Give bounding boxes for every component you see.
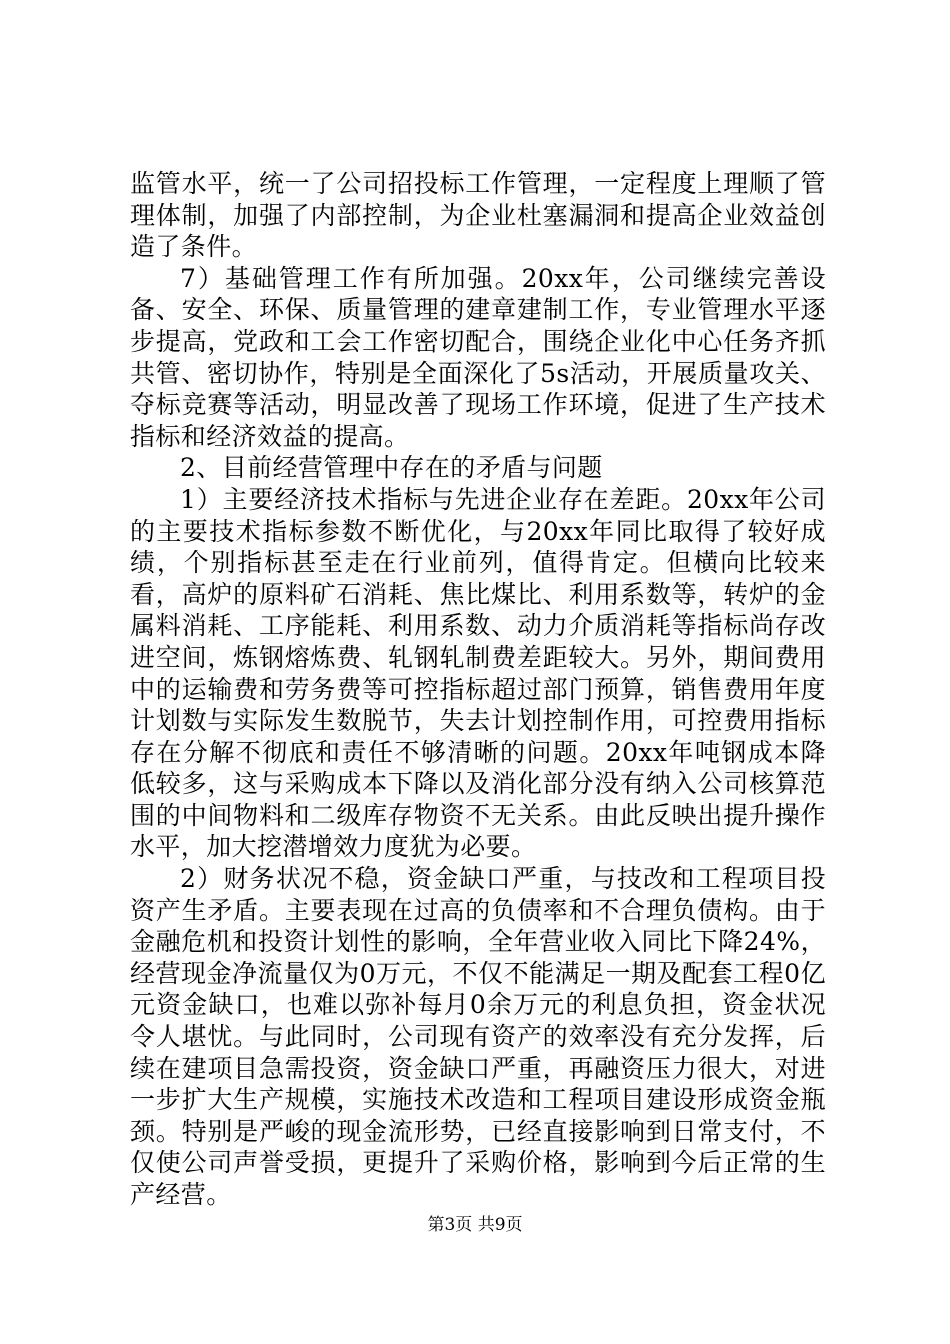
page-footer bbox=[0, 1215, 950, 1235]
paragraph-item-2: 2）财务状况不稳，资金缺口严重，与技改和工程项目投资产生矛盾。主要表现在过高的负债率和不合理负债构。由于金融危机和投资计划性的影响，全年营业收入同比下降24%，经营现金净流量仅为0万元，不仅不能满足一期及配套工程0亿元资金缺口，也难以弥补每月0余万元的利息负担，资金状况令人堪忧。与此同时，公司现有资产的效率没有充分发挥，后续在建项目急需投资，资金缺口严重，再融资压力很大，对进一步扩大生产规模，实施技术改造和工程项目建设形成资金瓶颈。特别是严峻的现金流形势，已经直接影响到日常支付，不仅使公司声誉受损，更提升了采购价格，影响到今后正常的生产经营。 bbox=[130, 864, 826, 1209]
document-body bbox=[130, 168, 826, 1211]
page-number: 第3页 共9页 bbox=[427, 1215, 523, 1235]
section-heading-2: 2、目前经营管理中存在的矛盾与问题 bbox=[180, 453, 603, 483]
paragraph-item-7: 7）基础管理工作有所加强。20xx年，公司继续完善设备、安全、环保、质量管理的建章建制工作，专业管理水平逐步提高，党政和工会工作密切配合，围绕企业化中心任务齐抓共管、密切协作，特别是全面深化了5s活动，开展质量攻关、夺标竞赛等活动，明显改善了现场工作环境，促进了生产技术指标和经济效益的提高。 bbox=[130, 263, 826, 451]
paragraph-continuation: 监管水平，统一了公司招投标工作管理，一定程度上理顺了管理体制，加强了内部控制，为企业杜塞漏洞和提高企业效益创造了条件。 bbox=[130, 169, 826, 262]
paragraph-item-1: 1）主要经济技术指标与先进企业存在差距。20xx年公司的主要技术指标参数不断优化，与20xx年同比取得了较好成绩，个别指标甚至走在行业前列，值得肯定。但横向比较来看，高炉的原料矿石消耗、焦比煤比、利用系数等，转炉的金属料消耗、工序能耗、利用系数、动力介质消耗等指标尚存改进空间，炼钢熔炼费、轧钢轧制费差距较大。另外，期间费用中的运输费和劳务费等可控指标超过部门预算，销售费用年度计划数与实际发生数脱节，失去计划控制作用，可控费用指标存在分解不彻底和责任不够清晰的问题。20xx年吨钢成本降低较多，这与采购成本下降以及消化部分没有纳入公司核算范围的中间物料和二级库存物资不无关系。由此反映出提升操作水平，加大挖潜增效力度犹为必要。 bbox=[130, 484, 826, 862]
